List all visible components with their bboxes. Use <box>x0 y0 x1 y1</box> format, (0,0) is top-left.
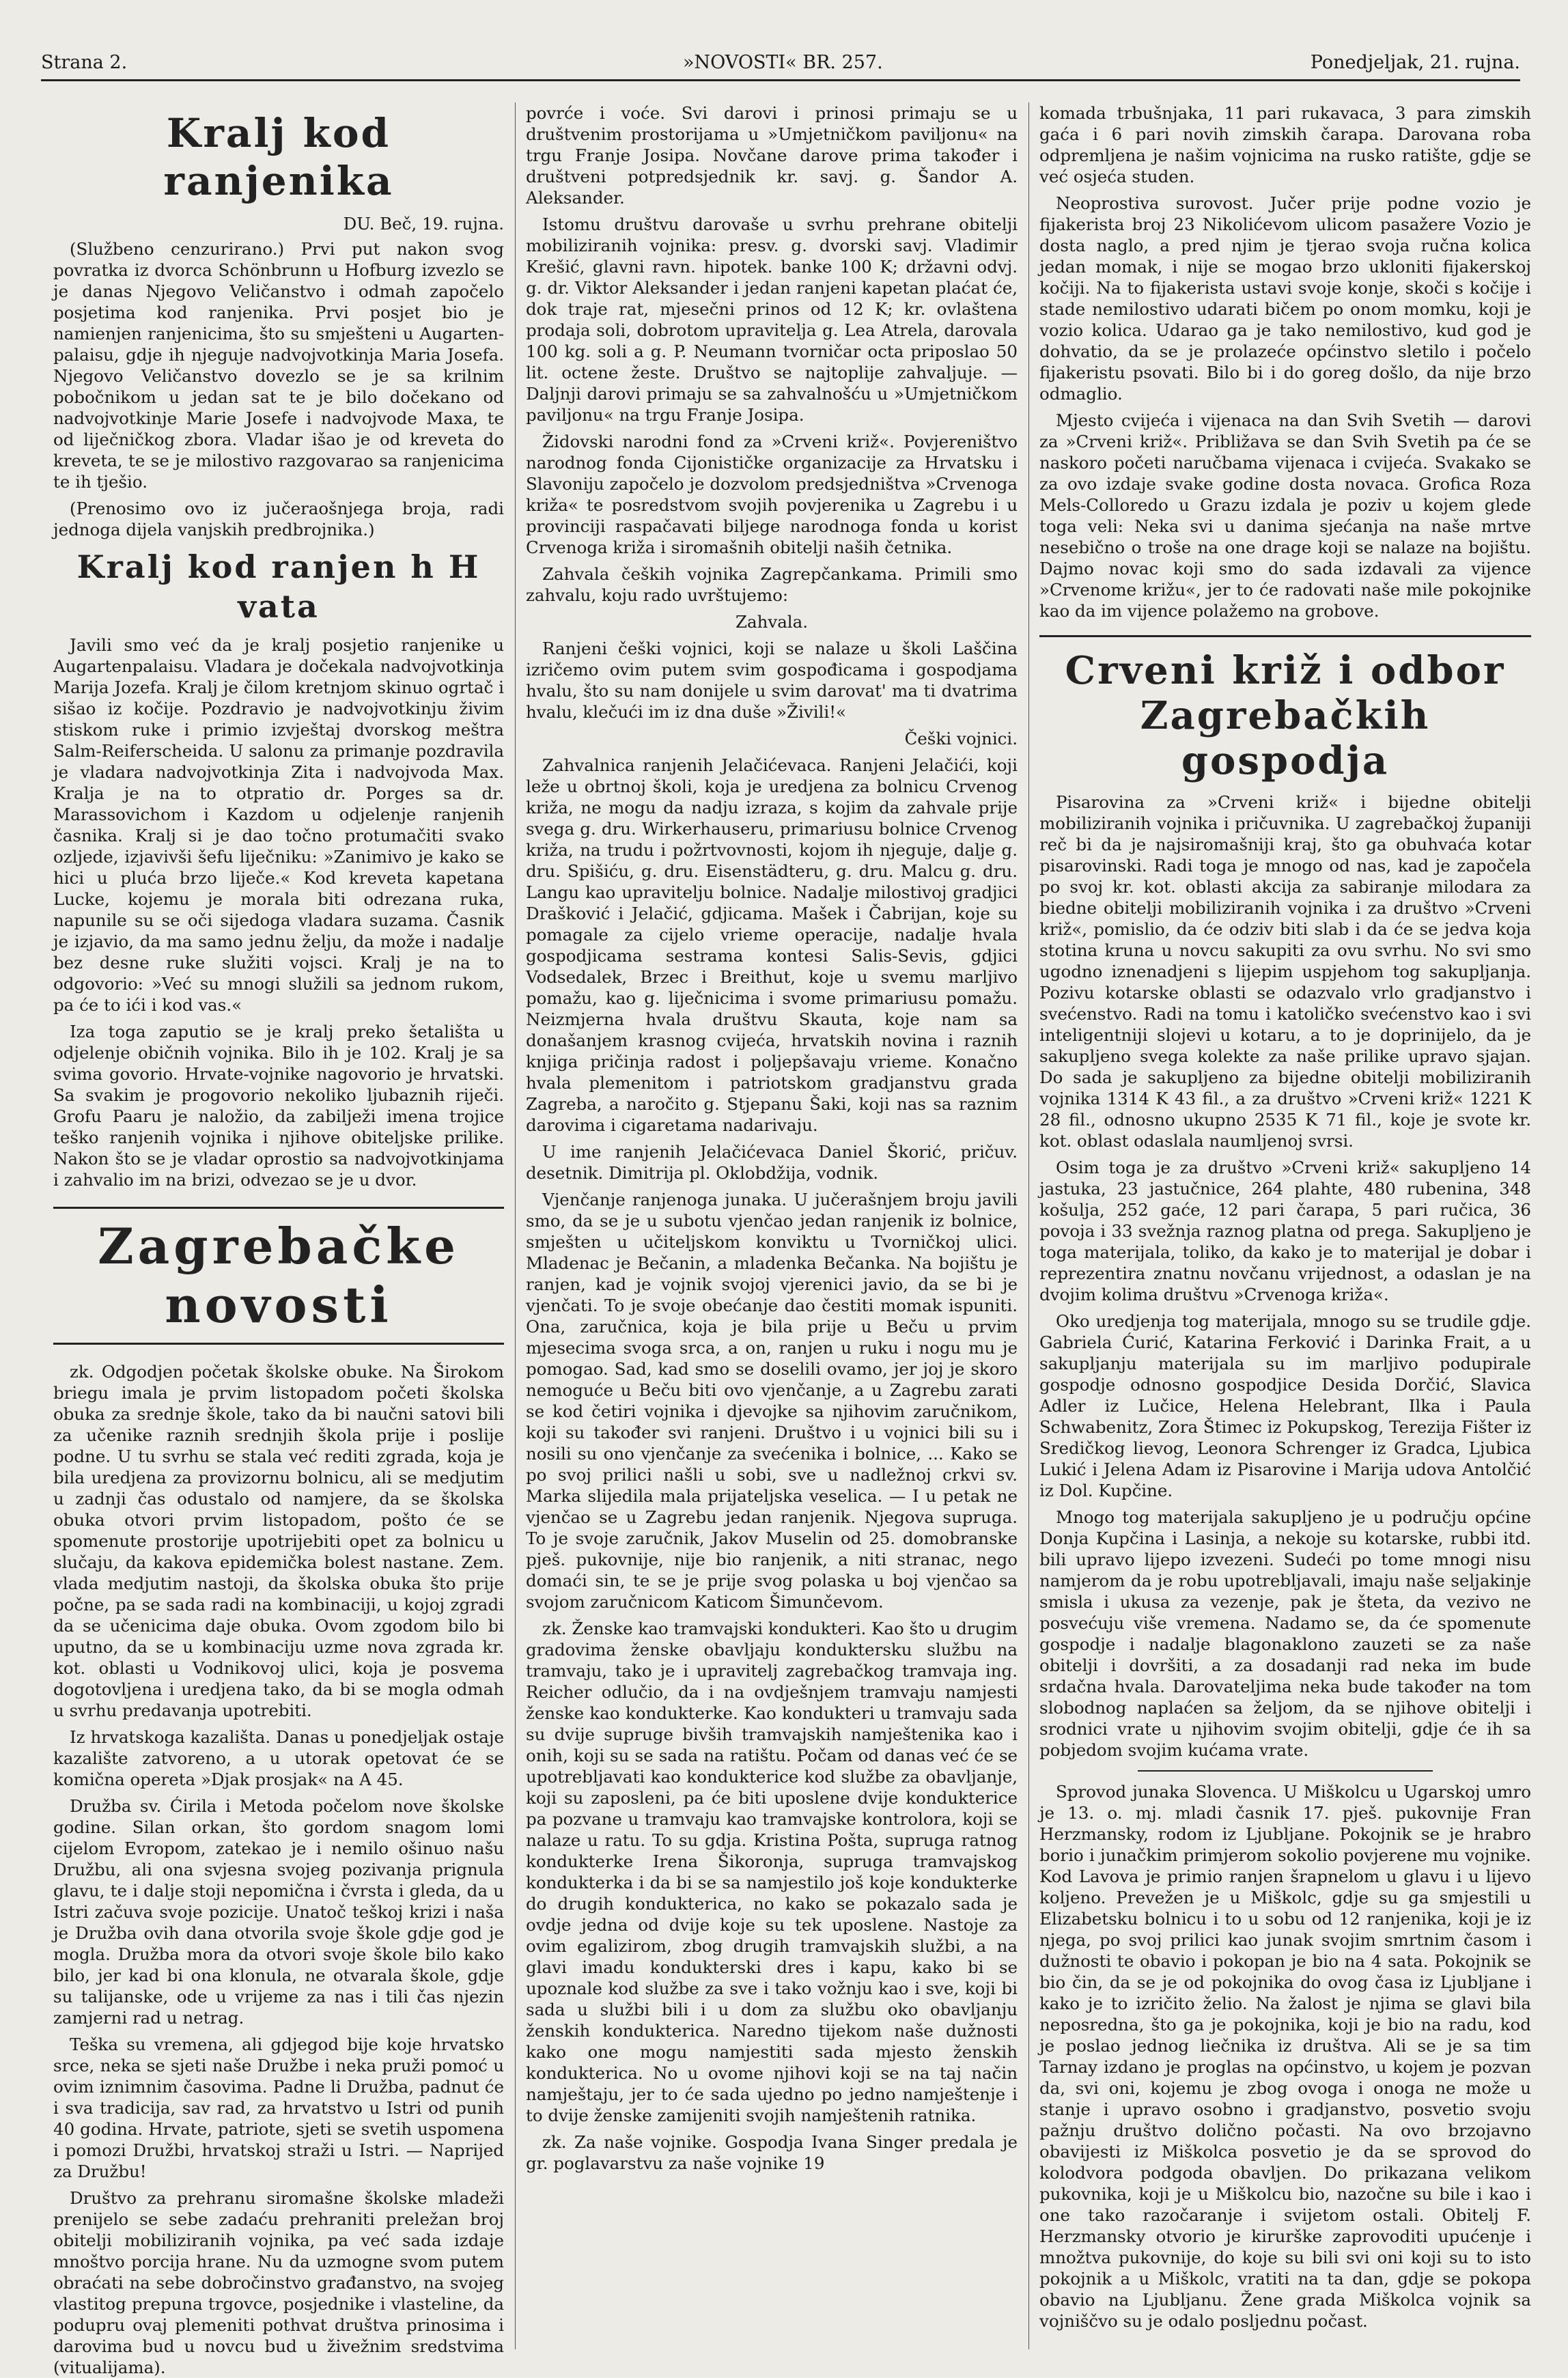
article-paragraph: Zahvala čeških vojnika Zagrepčankama. Primili smo zahvalu, koju rado uvrštujemo: <box>526 564 1018 605</box>
article-paragraph: Vjenčanje ranjenoga junaka. U jučerašnjem broju javili smo, da se je u subotu vjenčao jedan ranjenik iz bolnice, smješten u učiteljskom konviktu u Tvorničkoj ulici. Mladenac je Bečanin, a mladenka Bečanka. Na bojištu je ranjen, kad je vojnik svojoj vjerenici javio, da se bi je vjenčati. To je svoje obećanje dao čestiti momak ispuniti. Ona, zaručnica, koja je bila prije u Beču u prvim mjesecima svoga srca, a on, ranjen u ruku i nogu mu je pomogao. Sad, kad smo se doselili ovamo, jer joj je skoro nemoguće u Beču biti ovo vjenčanje, a u Zagrebu zarati se kod četiri vojnika i djevojke sa njihovim zaručnikom, koji su također svi ranjeni. Društvo i u vojnici bili su i nosili su ono vjenčanje za svećenika i bolnice, ... Kako se po svoj prilici našli u sobi, sve u nadležnoj crkvi sv. Marka slijedila mala prijateljska veselica. — I u petak ne vjenčao se u Zagrebu jedan ranjenik. Njegova supruga. To je svoje zaručnik, Jakov Muselin od 25. domobranske pješ. pukovnije, nije bio ranjenik, a niti stranac, nego domaći sin, te se je prije svog polaska u boj vjenčao sa svojom zaručnicom Katicom Šimunčevom. <box>526 1190 1018 1612</box>
newspaper-title: »NOVOSTI« BR. 257. <box>683 52 883 73</box>
article-paragraph: zk. Odgodjen početak školske obuke. Na Širokom briegu imala je prvim listopadom početi školska obuka za srednje škole, tako da bi naučni satovi bili za učenike raznih srednjih škola prije i poslije podne. U tu svrhu se stala već rediti zgrada, koja je bila uredjena za provizornu bolnicu, ali se medjutim u zadnji čas odustalo od namjere, da se školska obuka otvori prvim listopadom, pošto će se spomenute prostorije upotrijebiti opet za bolnicu u slučaju, da kakova epidemička bolest nastane. Zem. vlada medjutim nastoji, da školska obuka što prije počne, pa se sada radi na kombinaciji, u kojoj zgradi da se učenicima daje obuka. Ovom zgodom bilo bi uputno, da se u kombinaciju uzme nova zgrada kr. kot. oblasti u Vodnikovoj ulici, koja je posvema dogotovljena i uredjena tako, da bi se mogla odmah u svrhu predavanja upotrebiti. <box>53 1362 504 1720</box>
column-2 <box>526 102 1018 2356</box>
article-paragraph: Iza toga zaputio se je kralj preko šetališta u odjelenje običnih vojnika. Bilo ih je 102. Kralj je sa svima govorio. Hrvate-vojnike nagovorio je hrvatski. Sa svakim je progovorio nekoliko ljubaznih riječi. Grofu Paaru je naložio, da zabilježi imena trojice teško ranjenih vojnika i njihove obiteljske prilike. Nakon što se je vladar oprostio sa nadvojvotkinjama i zahvalio im na brizi, odvezao se je u dvor. <box>53 1022 504 1190</box>
article-paragraph: Družba sv. Ćirila i Metoda počelom nove školske godine. Silan orkan, što gordom snagom lomi cijelom Evropom, zatekao je i nemilo ošinuo našu Družbu, ali ona svjesna svojeg pozivanja prignula glavu, te i dalje stoji nepomična i čvrsta i gleda, da u Istri začuva svoje pozicije. Unatoč teškoj krizi i naša je Družba ovih dana otvorila svoje škole gdje god je mogla. Družba mora da otvori svoje škole bilo kako bilo, jer kad bi ona klonula, ne otvarala škole, gdje su talijanske, ode u vrijeme za nas i tili čas njezin zamjerni rad u netrag. <box>53 1796 504 2028</box>
article-paragraph: Iz hrvatskoga kazališta. Danas u ponedjeljak ostaje kazalište zatvoreno, a u utorak opetovat će se komična opereta »Djak prosjak« na A 45. <box>53 1727 504 1789</box>
article-paragraph: (Prenosimo ovo iz jučeraošnjega broja, radi jednoga dijela vanjskih predbrojnika.) <box>53 499 504 540</box>
section-title-zagrebacke-novosti: Zagrebačke novosti <box>53 1207 504 1345</box>
article-paragraph: Teška su vremena, ali gdjegod bije koje hrvatsko srce, neka se sjeti naše Družbe i neka pruži pomoć u ovim iznimnim časovima. Padne li Družba, padnut će i sva tradicija, sav rad, za hrvatstvo u Istri od punih 40 godina. Hrvate, patriote, sjeti se svetih uspomena i pomozi Družbi, hrvatskoj straži u Istri. — Naprijed za Družbu! <box>53 2034 504 2181</box>
signature: Češki vojnici. <box>904 729 1018 749</box>
article-paragraph: Ranjeni češki vojnici, koji se nalaze u školi Laščina izričemo ovim putem svim gospođicama i gospodjama hvalu, što su nam donijele u svim darovat' ma ti dvatrima hvalu, klečući im iz dna duše »Živili!« <box>526 639 1018 722</box>
article-paragraph: zk. Za naše vojnike. Gospodja Ivana Singer predala je gr. poglavarstvu za naše vojnike 19 <box>526 2132 1018 2173</box>
article-paragraph: povrće i voće. Svi darovi i prinosi primaju se u društvenim prostorijama u »Umjetničkom paviljonu« na trgu Franje Josipa. Novčane darove prima također i društveni potpredsjednik kr. savj. g. Šandor A. Aleksander. <box>526 103 1018 208</box>
article-paragraph: Židovski narodni fond za »Crveni križ«. Povjereništvo narodnog fonda Cijonističke organizacije za Hrvatsku i Slavoniju započelo je dozvolom predsjedništva »Crvenoga križa« te posredstvom svojih povjerenika u Zagrebu i u provinciji raspačavati biljege narodnoga fonda u korist Crvenoga križa i siromašnih obitelji naših četnika. <box>526 432 1018 557</box>
article-paragraph: Sprovod junaka Slovenca. U Miškolcu u Ugarskoj umro je 13. o. mj. mladi časnik 17. pješ. pukovnije Fran Herzmansky, rodom iz Ljubljane. Pokojnik se je hrabro borio i junačkim primjerom sokolio povjerene mu vojnike. Kod Lavova je primio ranjen šrapnelom u glavu i u lijevo koljeno. Prevežen je u Miškolc, gdje su ga smjestili u Elizabetsku bolnicu i to u sobu od 12 ranjenika, koji je iz njega, po svoj prilici kao junak svojim smrtnim časom i dužnosti te obavio i pokopan je bio na 4 sata. Pokojnik se bio čin, da se je od pokojnika do ovog časa iz Ljubljane i kako je to izričito želio. Na žalost je njima se glavi bila neposredna, što ga je pokojnika, koji je bio na radu, kod je poslao jednog liečnika iz društva. Ali se je sa tim Tarnay izdano je proglas na općinstvo, u kojem je pozvan da, svi oni, kojemu je zbog ovoga i onoga ne može u stanje i upravo osobno i gradjanstvo, posvetio svoju pažnju društvo dolično počasti. Na ovo brzojavno obavijesti iz Miškolca posvetio je da se sprovod do kolodvora podgoda obavljen. Do prikazana velikom pukovnika, koji je u Miškolcu bio, nazočne su bile i kao i one tako razočaranje i svijetom ostali. Obitelj F. Herzmansky otvorio je kirurške zaprovoditi upućenje i množtva pukovnije, do koje su bili svi oni koji su to isto pokojnik a u Miškolc, vratiti na ta dan, gdje se pokopa obavio na Ljubljanu. Žene grada Miškolca vojnik sa vojniščvo su je odalo posljednu počast. <box>1039 1782 1531 2331</box>
article-paragraph: Osim toga je za društvo »Crveni križ« sakupljeno 14 jastuka, 23 jastučnice, 264 plahte, 480 rubenina, 348 košulja, 252 gaće, 12 pari čarapa, 5 pari ručica, 36 povoja i 33 svežnja raznog platna od prega. Sakupljeno je toga materijala, toliko, da kako je to materijal je dobar i reprezentira znatnu novčanu vrijednost, a odaslan je na dvojim kolima društvu »Crvenoga križa«. <box>1039 1158 1531 1304</box>
article-paragraph: Mnogo tog materijala sakupljeno je u području općine Donja Kupčina i Lasinja, a nekoje su kotarske, rubbi itd. bili upravo lijepo izvezeni. Sudeći po tome mnogi nisu namjerom da je robu upotrebljavali, imaju naše seljakinje smisla i ukusa za vezenje, pak je šteta, da vezivo ne posvećuju više vremena. Nadamo se, da će spomenute gospodje i nadalje blagonaklono zauzeti se za naše obitelji i dovršiti, a za dosadanji rad neka im bude srdačna hvala. Darovateljima neka bude također na tom slobodnog naplaćen sa željom, da se njihove obitelji i srodnici vrate u njihovim svojim obitelji, gdje će ih sa pobjedom svojim kućama vrate. <box>1039 1507 1531 1760</box>
headline-crveni-kriz: Crveni križ i odbor Zagrebačkih gospodja <box>1039 635 1531 783</box>
column-rule <box>515 102 516 2349</box>
article-paragraph: Zahvalnica ranjenih Jelačićevaca. Ranjeni Jelačići, koji leže u obrtnoj školi, koja je uredjena za bolnicu Crvenog križa, ne mogu da nadju izraza, s kojim da zahvale prije svega g. dru. Wirkerhauseru, primariusu bolnice Crvenog križa, na trudu i požrtvovnosti, kojom ih njeguje, dalje g. dru. Spišiću, g. dru. Eisenstädteru, g. dru. Malcu g. dru. Langu kao upravitelju bolnice. Nadalje milostivoj gradjici Drašković i Jelačić, gdjicama. Mašek i Čabrijan, koje su pomagale za cijelo vrieme operacije, nadalje hvala gospodjicama sestrama kontesi Salis-Sevis, gdjici Vodsedalek, Brzec i Breithut, koje u svemu marljivo pomažu, kao g. liječnicima i svome primariusu pomažu. Neizmjerna hvala društvu Skauta, koje nam sa donašanjem krasnog cvijeća, hrvatskih novina i raznih knjiga pričinja radost i poljepšavaju vrieme. Konačno hvala plemenitom i patriotskom gradjanstvu grada Zagreba, a naročito g. Stjepanu Šaki, koji nas sa raznim darovima i cigaretama nadarivaju. <box>526 755 1018 1135</box>
letter-heading: Zahvala. <box>735 612 809 632</box>
article-paragraph: zk. Ženske kao tramvajski kondukteri. Kao što u drugim gradovima ženske obavljaju konduktersku službu na tramvaju, tako je i upravitelj zagrebačkog tramvaja ing. Reicher odlučio, da i na ovdješnjem tramvaju namjesti ženske kao kondukterke. Kao kondukteri u tramvaju sada su dvije supruge bivših tramvajskih namještenika kao i onih, koji su se sada na ratištu. Počam od danas već će se upotrebljavati kao kondukterice kod službe za obavljanje, koji su zaposleni, pa će biti uposlene dvije kondukterice pa pozvane u tramvaju kao tramvajske kontrolora, koji se nalaze u ratu. To su gdja. Kristina Pošta, supruga ratnog kondukterke Irena Šikoronja, supruga tramvajskog kondukterka i da bi se sa namjestilo još koje kondukterke do drugih kondukterica, no kako se pokazalo sada je ovdje jedna od dvije koje su tek uposlene. Nastoje za ovim egalizirom, zbog drugih tramvajskih službi, a na glavi imadu kondukterski dres i kapu, kako bi se upoznale kod službe za sve i tako vožnju kao i sve, koji bi sada u službi bili i u dom za službu oko obavljanju ženskih kondukterica. Naredno tijekom naše dužnosti kako one mogu namjestiti sada mjesto ženskih kondukterica. No u ovome njihovi koji se na taj način namještaju, jer to će sada ujedno po jedno namještenje i to dvije ženske zamijeniti svojih namještenih ratnika. <box>526 1619 1018 2125</box>
article-paragraph: Društvo za prehranu siromašne školske mladeži prenijelo se sebe zadaću prehraniti preležan broj obitelji mobiliziranih vojnika, pa već sada izdaje mnoštvo porcija hrane. Nu da uzmogne svom putem obraćati na sebe dobročinstvo građanstvo, na svojeg vlastitog prepuna trgovce, posjednike i vlasteline, da podupru ovaj plemeniti pothvat društva prinosima i darovima bud u novcu bud u živežnim sredstvima (vitualijama). <box>53 2188 504 2377</box>
issue-date: Ponedjeljak, 21. rujna. <box>1310 52 1520 73</box>
article-paragraph: Neoprostiva surovost. Jučer prije podne vozio je fijakerista broj 23 Nikolićevom ulicom pasažere Vozio je dosta naglo, a pred njim je tjerao svoja ručna kolica jedan momak, i nije se mogao brzo ukloniti fijakerskoj kočiji. Na to fijakerista ustavi svoje konje, skoči s kočije i stade nemilostivo udarati bičem po onom momku, koji je vozio kolica. Udarao ga je tako nemilostivo, kud god je dohvatio, da se je prolazeće općinstvo sletilo i počelo fijakeristu psovati. Bilo bi i do goreg došlo, da nije brzo odmaglio. <box>1039 193 1531 404</box>
article-paragraph: Mjesto cvijeća i vijenaca na dan Svih Svetih — darovi za »Crveni križ«. Približava se dan Svih Svetih pa će se naskoro početi naručbama vijenaca i cvijeća. Svakako se za ovo izdaje svake godine dosta novaca. Grofica Roza Mels-Colloredo u Grazu izdala je poziv u kojem glede toga veli: Neka svi u danima sjećanja na naše mrtve nesebično o troše na one drage koji se nalaze na bojištu. Dajmo novac koji smo do sada izdavali za vijence »Crvenome križu«, jer to će radovati naše mile pokojnike kao da im vijence polažemo na grobove. <box>1039 410 1531 621</box>
headline-kralj-hrvati: Kralj kod ranjen h H vata <box>76 548 481 625</box>
signature: U ime ranjenih Jelačićevaca Daniel Škorić, pričuv. desetnik. Dimitrija pl. Oklobdžija, vodnik. <box>526 1142 1018 1183</box>
article-paragraph: (Službeno cenzurirano.) Prvi put nakon svog povratka iz dvorca Schönbrunn u Hofburg izvezlo se je danas Njegovo Veličanstvo i odmah započelo posjetima kod ranjenika. Prvi posjet bio je namienjen ranjenicima, što su smješteni u Augarten-palaisu, gdje ih njeguje nadvojvotkinja Maria Josefa. Njegovo Veličanstvo dovezlo se je sa krilnim pobočnikom u jedan sat te je bilo dočekano od nadvojvotkinje Marie Josefe i nadvojvode Maxa, te od liječničkog zbora. Vladar išao je od kreveta do kreveta, te se je milostivo razgovarao sa ranjenicima te ih tješio. <box>53 239 504 492</box>
article-paragraph: Istomu društvu darovaše u svrhu prehrane obitelji mobiliziranih vojnika: presv. g. dvorski savj. Vladimir Krešić, glavni ravn. hipotek. banke 100 K; državni odvj. g. dr. Viktor Aleksander i jedan ranjeni kapetan plaćat će, dok traje rat, mjesečni prinos od 12 K; kr. ovlaštena prodaja soli, dobrotom upravitelja g. Lea Atrela, darovala 100 kg. soli a g. P. Neumann tvorničar octa priposlao 50 lit. octene žeste. Društvo se najtoplije zahvaljuje. — Daljnji darovi primaju se sa zahvalnošću u »Umjetničkom paviljonu« na trgu Franje Josipa. <box>526 214 1018 425</box>
dateline: DU. Beč, 19. rujna. <box>343 214 504 234</box>
article-paragraph: Oko uredjenja tog materijala, mnogo su se trudile gdje. Gabriela Ćurić, Katarina Ferković i Darinka Frait, a u sakupljanju materijala su im marljivo podupirale gospodje odnosno gospodjice Desida Dorčić, Slavica Adler iz Lučice, Helena Helebrant, Ilka i Paula Schwabenitz, Zora Štimec iz Pokupskog, Terezija Fišter iz Sredičkog lievog, Leonora Schrenger iz Gradca, Ljubica Lukić i Jelena Adam iz Pisarovine i Marija udova Antolčić iz Dol. Kupčine. <box>1039 1311 1531 1500</box>
page-number: Strana 2. <box>41 52 128 73</box>
column-3 <box>1039 102 1531 2356</box>
headline-kralj-kod-ranjenika: Kralj kod ranjenika <box>163 110 394 204</box>
column-1 <box>53 102 504 2377</box>
article-paragraph: Pisarovina za »Crveni križ« i bijedne obitelji mobiliziranih vojnika i pričuvnika. U zagrebačkoj županiji reč bi da je najsiromašniji kraj, što ga obuhvaća kotar pisarovinski. Radi toga je mnogo od nas, kad je započela po svoj kr. kot. oblasti akcija za sabiranje milodara za biedne obitelji mobiliziranih vojnika i za društvo »Crveni križ«, pomislio, da će odziv biti slab i da će se jedva koja stotina kruna u novcu sakupiti za ovu svrhu. No svi smo ugodno iznenadjeni s lijepim uspjehom tog sakupljanja. Pozivu kotarske oblasti se odazvalo vrlo gradjanstvo i svećenstvo. Radi na tomu i katoličko svećenstvo kao i svi inteligentniji slojevi u kotaru, a to je doprinijelo, da je sakupljeno svega kolekte za naše prilike upravo sjajan. Do sada je sakupljeno za bijedne obitelji mobiliziranih vojnika 1314 K 43 fil., a za društvo »Crveni križ« 1221 K 28 fil., odnosno ukupno 2535 K 71 fil., koje je svote kr. kot. oblast odaslala naumljenoj svrsi. <box>1039 792 1531 1151</box>
article-paragraph: komada trbušnjaka, 11 pari rukavaca, 3 para zimskih gaća i 6 pari novih zimskih čarapa. Darovana roba odpremljena je našim vojnicima na rusko ratište, gdje se već osjeća studen. <box>1039 103 1531 186</box>
section-divider <box>1138 1770 1433 1772</box>
page-header <box>41 45 1520 81</box>
article-paragraph: Javili smo već da je kralj posjetio ranjenike u Augartenpalaisu. Vladara je dočekala nadvojvotkinja Marija Jozefa. Kralj je čilom kretnjom skinuo ogrtač i sišao iz kočije. Pozdravio je nadvojvotkinju živim stiskom ruke i primio izvještaj dvorskog meštra Salm-Reiferscheida. U salonu za primanje pozdravila je vladara nadvojvotkinja Zita i nadvojvoda Max. Kralja je na to otpratio dr. Porges sa dr. Marassovichom i Kazdom u odjelenje ranjenih časnika. Kralj si je dao točno protumačiti svako ozljede, izjavivši šefu liječniku: »Zanimivo je kako se hici u pluća brzo liječe.« Kod kreveta kapetana Lucke, kojemu je morala biti odrezana ruka, napunile su se oči sijedoga vladara suzama. Časnik je izjavio, da ma samo jednu želju, da može i nadalje bez desne ruke služiti vojsci. Kralj je na to odgovorio: »Već su mnogi služili sa jednom rukom, pa će to ići i kod vas.« <box>53 635 504 1015</box>
column-rule <box>1028 102 1029 2349</box>
